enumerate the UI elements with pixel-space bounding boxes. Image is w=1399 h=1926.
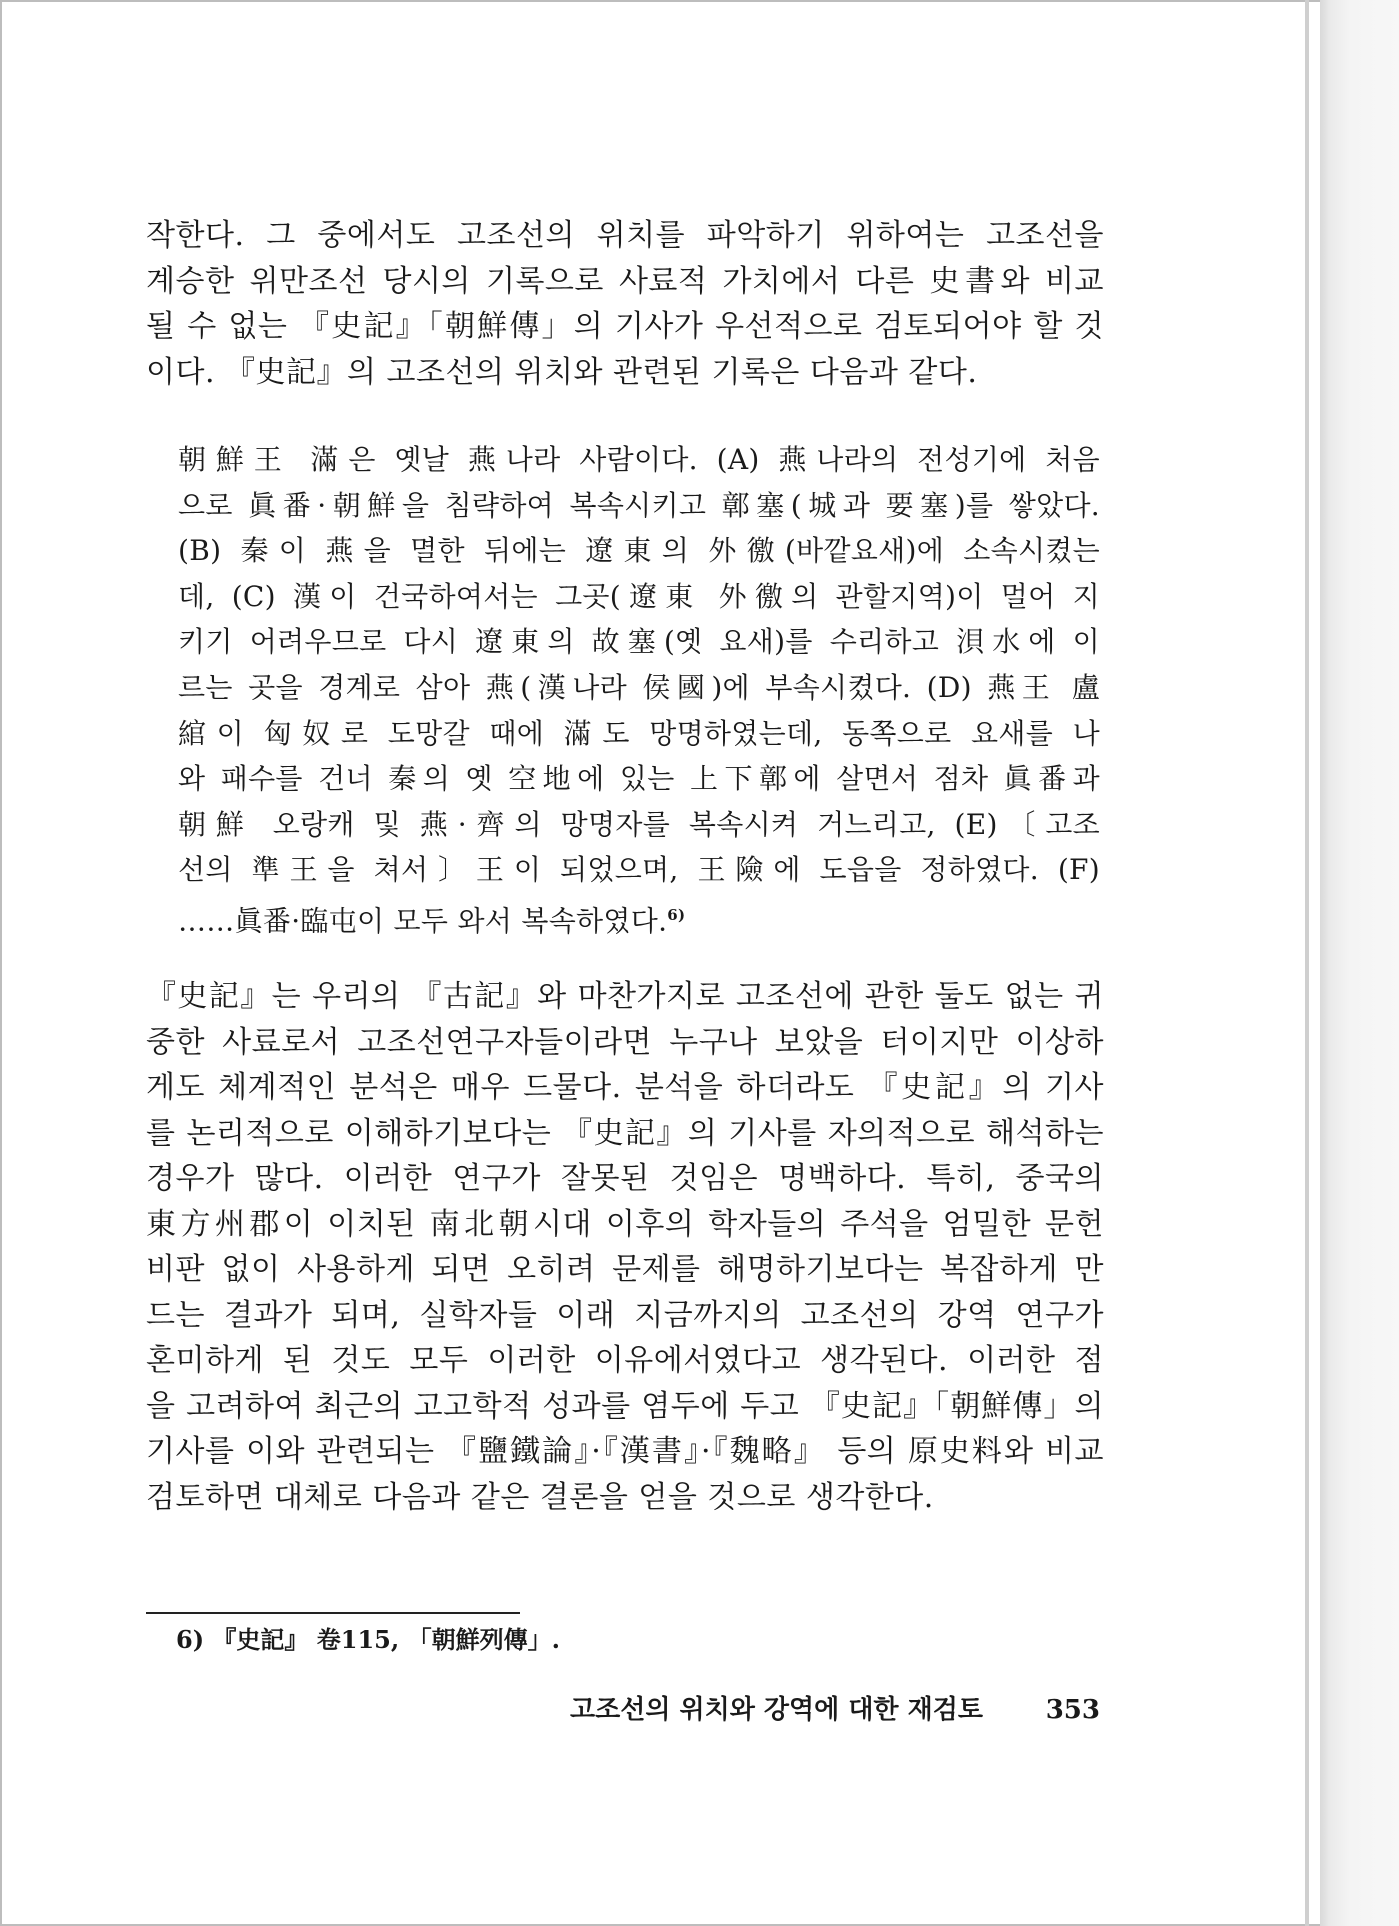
footnote-divider bbox=[146, 1612, 520, 1614]
quote-line-text: ……眞番·臨屯이 모두 와서 복속하였다. bbox=[178, 904, 668, 938]
text-line: 를 논리적으로 이해하기보다는 『史記』의 기사를 자의적으로 해석하는 bbox=[146, 1115, 1104, 1151]
text-line: 비판 없이 사용하게 되면 오히려 문제를 해명하기보다는 복잡하게 만 bbox=[146, 1252, 1104, 1287]
quote-line: 키기 어려우므로 다시 遼東의 故塞(옛 요새)를 수리하고 浿水에 이 bbox=[178, 625, 1100, 659]
running-footer bbox=[570, 1692, 1100, 1728]
quote-line: 르는 곳을 경계로 삼아 燕(漢나라 侯國)에 부속시켰다. (D) 燕王 盧 bbox=[178, 670, 1100, 704]
footnote-reference[interactable]: 6) bbox=[667, 905, 686, 924]
quote-line: 선의 準王을 쳐서〕王이 되었으며, 王險에 도읍을 정하였다. (F) bbox=[178, 853, 1100, 887]
quote-line: 와 패수를 건너 秦의 옛 空地에 있는 上下鄣에 살면서 점차 眞番과 bbox=[178, 762, 1100, 796]
quote-line: 綰이 匈奴로 도망갈 때에 滿도 망명하였는데, 동쪽으로 요새를 나 bbox=[178, 716, 1100, 750]
text-line: 東方州郡이 이치된 南北朝시대 이후의 학자들의 주석을 엄밀한 문헌 bbox=[146, 1206, 1104, 1242]
quote-last-line bbox=[178, 893, 1100, 944]
page-number: 353 bbox=[1045, 1695, 1100, 1725]
quote-line: 朝鮮王 滿은 옛날 燕나라 사람이다. (A) 燕나라의 전성기에 처음 bbox=[178, 443, 1100, 476]
text-line: 을 고려하여 최근의 고고학적 성과를 염두에 두고 『史記』「朝鮮傳」의 bbox=[146, 1388, 1104, 1424]
intro-paragraph bbox=[146, 213, 1104, 395]
text-line: 될 수 없는 『史記』「朝鮮傳」의 기사가 우선적으로 검토되어야 할 것 bbox=[146, 309, 1104, 344]
quote-line: 으로 眞番·朝鮮을 침략하여 복속시키고 鄣塞(城과 要塞)를 쌓았다. bbox=[178, 488, 1100, 522]
text-line: 드는 결과가 되며, 실학자들 이래 지금까지의 고조선의 강역 연구가 bbox=[146, 1297, 1104, 1333]
quote-line: 朝鮮 오랑캐 및 燕·齊의 망명자를 복속시켜 거느리고, (E)〔고조 bbox=[178, 807, 1100, 841]
running-title: 고조선의 위치와 강역에 대한 재검토 bbox=[570, 1695, 983, 1725]
body-paragraph bbox=[146, 974, 1104, 1520]
footnote: 6) 『史記』 卷115, 「朝鮮列傳」. bbox=[176, 1625, 560, 1654]
quotation-block bbox=[178, 437, 1100, 944]
text-line: 작한다. 그 중에서도 고조선의 위치를 파악하기 위하여는 고조선을 bbox=[146, 218, 1104, 253]
background-margin bbox=[1320, 0, 1399, 1926]
quote-line: (B) 秦이 燕을 멸한 뒤에는 遼東의 外徼(바깥요새)에 소속시켰는 bbox=[178, 534, 1100, 568]
page-edge bbox=[1305, 0, 1309, 1926]
text-line: 이다. 『史記』의 고조선의 위치와 관련된 기록은 다음과 같다. bbox=[146, 354, 978, 390]
text-line: 경우가 많다. 이러한 연구가 잘못된 것임은 명백하다. 특히, 중국의 bbox=[146, 1161, 1104, 1196]
text-line: 『史記』는 우리의 『古記』와 마찬가지로 고조선에 관한 둘도 없는 귀 bbox=[146, 979, 1104, 1014]
text-line: 계승한 위만조선 당시의 기록으로 사료적 가치에서 다른 史書와 비교 bbox=[146, 263, 1104, 299]
text-line: 게도 체계적인 분석은 매우 드물다. 분석을 하더라도 『史記』의 기사 bbox=[146, 1070, 1104, 1105]
text-line: 검토하면 대체로 다음과 같은 결론을 얻을 것으로 생각한다. bbox=[146, 1479, 934, 1515]
text-line: 기사를 이와 관련되는 『鹽鐵論』·『漢書』·『魏略』 등의 原史料와 비교 bbox=[146, 1434, 1104, 1469]
quote-line: 데, (C) 漢이 건국하여서는 그곳(遼東 外徼의 관할지역)이 멀어 지 bbox=[178, 579, 1100, 613]
text-line: 중한 사료로서 고조선연구자들이라면 누구나 보았을 터이지만 이상하 bbox=[146, 1024, 1104, 1060]
text-line: 혼미하게 된 것도 모두 이러한 이유에서였다고 생각된다. 이러한 점 bbox=[146, 1343, 1104, 1378]
